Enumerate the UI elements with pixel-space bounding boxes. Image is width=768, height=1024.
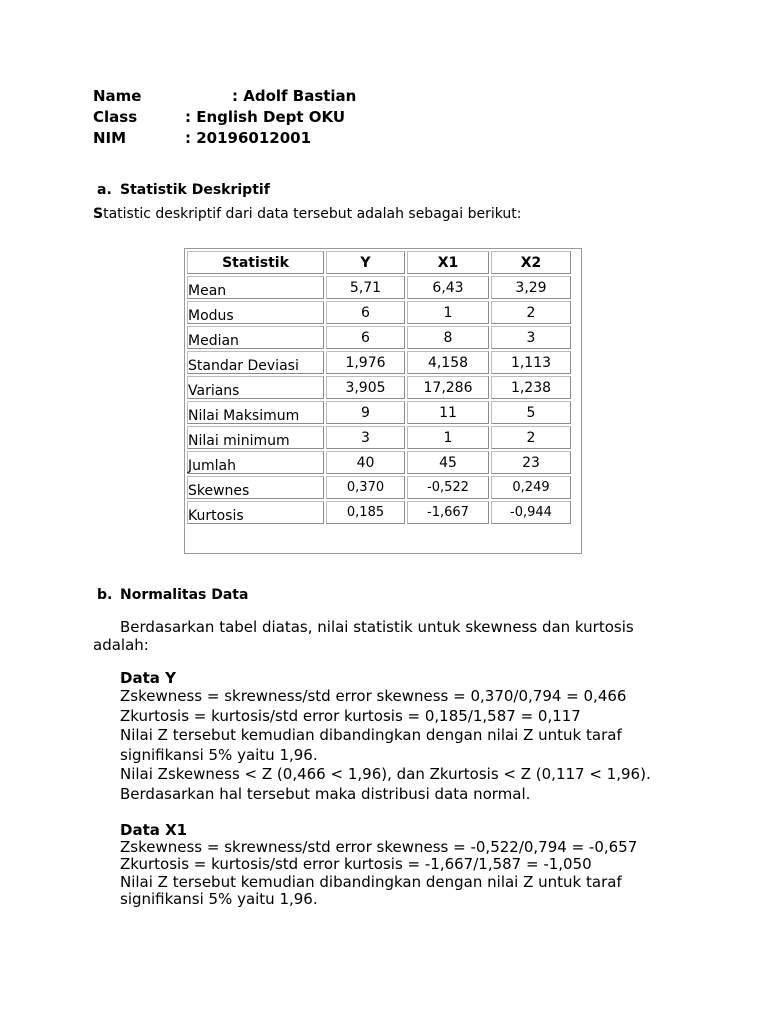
table-cell-x2: 1,113 — [491, 351, 571, 374]
table-row-label — [187, 476, 324, 499]
table-row — [187, 451, 571, 474]
table-cell-y: 1,976 — [326, 351, 405, 374]
table-row-label-text: Skewnes — [188, 482, 250, 499]
intro-rest: tatistic deskriptif dari data tersebut adalah sebagai berikut: — [103, 206, 522, 222]
table-cell-x1: 17,286 — [407, 376, 489, 399]
name-label: Name — [93, 87, 142, 105]
table-row — [187, 301, 571, 324]
class-value: : English Dept OKU — [185, 108, 346, 126]
table-cell-x2: 3,29 — [491, 276, 571, 299]
table-cell-x2: 0,249 — [491, 476, 571, 499]
table-row-label-text: Nilai minimum — [188, 432, 290, 449]
data-y-line: Berdasarkan hal tersebut maka distribusi data normal. — [120, 785, 531, 803]
table-cell-x2: 2 — [491, 301, 571, 324]
table-cell-x1: 11 — [407, 401, 489, 424]
data-x1-line: Nilai Z tersebut kemudian dibandingkan dengan nilai Z untuk taraf — [120, 873, 622, 891]
table-row — [187, 426, 571, 449]
table-cell-x2: 1,238 — [491, 376, 571, 399]
intro-first-letter: S — [93, 206, 104, 222]
table-row — [187, 376, 571, 399]
table-cell-x1: 1 — [407, 426, 489, 449]
table-row-label-text: Jumlah — [188, 457, 236, 474]
table-row-label — [187, 301, 324, 324]
table-cell-x2: 3 — [491, 326, 571, 349]
table-cell-x2: 5 — [491, 401, 571, 424]
table-cell-y: 3 — [326, 426, 405, 449]
table-row — [187, 501, 571, 524]
nim-label: NIM — [93, 129, 127, 147]
table-row-label — [187, 276, 324, 299]
table-row-label — [187, 326, 324, 349]
table-row-label — [187, 401, 324, 424]
table-cell-x1: 4,158 — [407, 351, 489, 374]
data-y-line: signifikansi 5% yaitu 1,96. — [120, 746, 318, 764]
section-b-letter: b. — [97, 587, 113, 603]
table-row-label-text: Nilai Maksimum — [188, 407, 300, 424]
statistics-table-frame — [184, 248, 582, 554]
table-row-label-text: Kurtosis — [188, 507, 244, 524]
section-a-letter: a. — [97, 182, 112, 198]
table-cell-x1: 45 — [407, 451, 489, 474]
nim-value: : 20196012001 — [185, 129, 312, 147]
section-a-intro — [93, 206, 521, 222]
table-cell-x1: 6,43 — [407, 276, 489, 299]
table-row-label — [187, 451, 324, 474]
statistics-table — [185, 249, 573, 526]
data-x1-line: signifikansi 5% yaitu 1,96. — [120, 890, 318, 908]
data-x1-line: Zskewness = skrewness/std error skewness = -0,522/0,794 = -0,657 — [120, 838, 638, 856]
table-cell-x1: 1 — [407, 301, 489, 324]
table-cell-y: 0,370 — [326, 476, 405, 499]
table-cell-y: 0,185 — [326, 501, 405, 524]
table-header-row — [187, 251, 571, 274]
table-row-label — [187, 351, 324, 374]
data-y-title: Data Y — [120, 669, 176, 687]
table-cell-y: 6 — [326, 326, 405, 349]
table-cell-x2: -0,944 — [491, 501, 571, 524]
section-b-intro-line2: adalah: — [93, 636, 149, 654]
data-y-line: Nilai Zskewness < Z (0,466 < 1,96), dan Zkurtosis < Z (0,117 < 1,96). — [120, 765, 651, 783]
table-header-cell: X2 — [491, 251, 571, 274]
table-cell-y: 9 — [326, 401, 405, 424]
data-y-line: Zkurtosis = kurtosis/std error kurtosis = 0,185/1,587 = 0,117 — [120, 707, 581, 725]
table-row — [187, 276, 571, 299]
table-cell-x1: -1,667 — [407, 501, 489, 524]
section-b-intro-line1: Berdasarkan tabel diatas, nilai statistik untuk skewness dan kurtosis — [120, 618, 634, 636]
data-y-line: Zskewness = skrewness/std error skewness = 0,370/0,794 = 0,466 — [120, 687, 627, 705]
table-row — [187, 326, 571, 349]
table-header-cell: Statistik — [187, 251, 324, 274]
table-row-label-text: Mean — [188, 282, 227, 299]
table-cell-x1: 8 — [407, 326, 489, 349]
table-row-label — [187, 501, 324, 524]
table-header-cell: X1 — [407, 251, 489, 274]
table-row-label-text: Modus — [188, 307, 234, 324]
table-row-label — [187, 426, 324, 449]
table-row-label-text: Varians — [188, 382, 240, 399]
class-label: Class — [93, 108, 138, 126]
table-row — [187, 401, 571, 424]
data-x1-line: Zkurtosis = kurtosis/std error kurtosis = -1,667/1,587 = -1,050 — [120, 855, 592, 873]
table-row-label — [187, 376, 324, 399]
name-value: : Adolf Bastian — [232, 87, 357, 105]
table-header-cell: Y — [326, 251, 405, 274]
table-row-label-text: Median — [188, 332, 239, 349]
section-a-title: Statistik Deskriptif — [120, 182, 270, 198]
table-cell-x1: -0,522 — [407, 476, 489, 499]
section-b-title: Normalitas Data — [120, 587, 249, 603]
table-cell-y: 40 — [326, 451, 405, 474]
table-row — [187, 476, 571, 499]
table-row-label-text: Standar Deviasi — [188, 357, 299, 374]
table-cell-y: 5,71 — [326, 276, 405, 299]
table-cell-x2: 23 — [491, 451, 571, 474]
table-cell-y: 6 — [326, 301, 405, 324]
table-cell-x2: 2 — [491, 426, 571, 449]
table-row — [187, 351, 571, 374]
table-cell-y: 3,905 — [326, 376, 405, 399]
data-x1-title: Data X1 — [120, 821, 188, 839]
data-y-line: Nilai Z tersebut kemudian dibandingkan dengan nilai Z untuk taraf — [120, 726, 622, 744]
